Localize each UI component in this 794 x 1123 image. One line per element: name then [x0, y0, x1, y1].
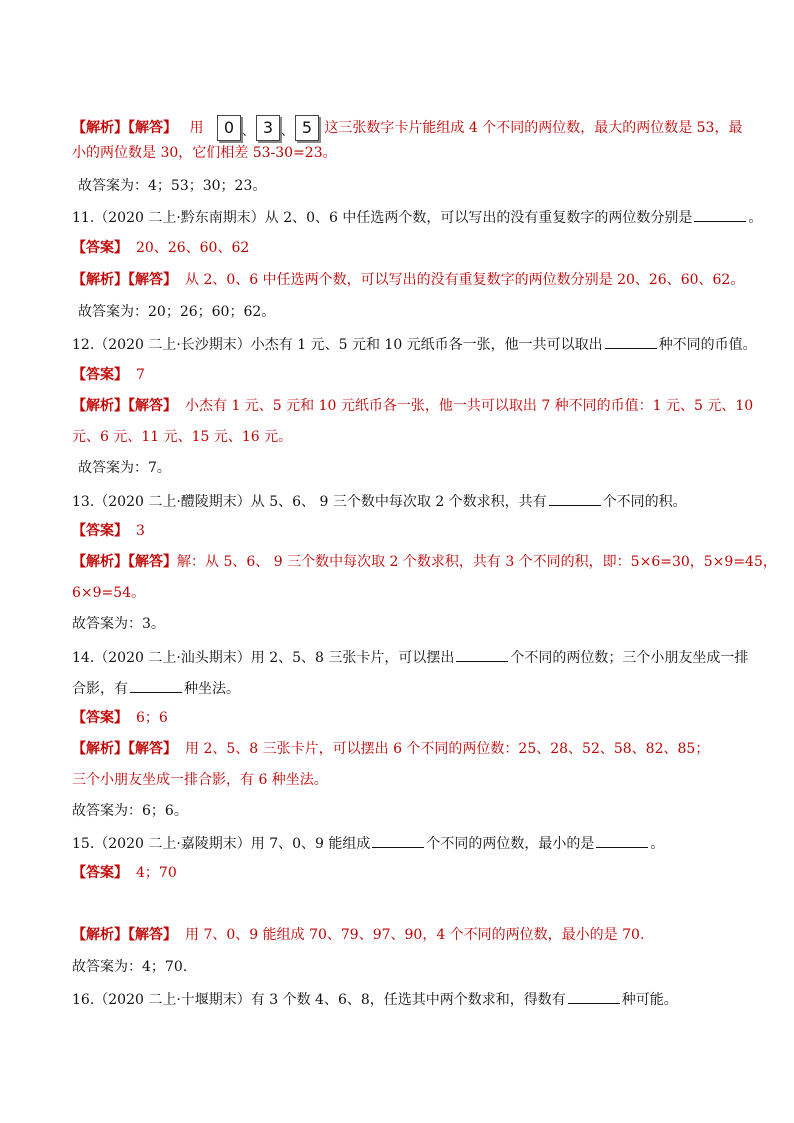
final-answer-line: 故答案为：3。 [72, 616, 165, 632]
analysis-text-line: 6×9=54。 [72, 585, 146, 601]
answer-line-12 [72, 366, 145, 384]
final-answer-line: 故答案为：20；26；60；62。 [78, 304, 276, 320]
card-separator: 、 [280, 124, 294, 139]
number-cards [216, 118, 324, 139]
answer-value: 7 [136, 367, 145, 383]
answer-tag: 【答案】 [72, 367, 128, 383]
answer-blank [694, 207, 746, 222]
question-14-cont [72, 678, 240, 698]
analysis-line-11 [72, 271, 744, 289]
analysis-text-line: 元、6 元、11 元、15 元、16 元。 [72, 429, 293, 445]
question-13 [72, 491, 687, 511]
analysis-tag: 【解析】【解答】 [72, 272, 177, 288]
question-12 [72, 334, 757, 354]
answer-blank [568, 989, 620, 1004]
answer-line-15 [72, 864, 177, 882]
question-14 [72, 647, 748, 667]
answer-blank [456, 647, 508, 662]
question-text: 种可能。 [621, 992, 678, 1008]
question-text: 个不同的两位数，最小的是 [426, 836, 595, 852]
answer-blank [549, 491, 601, 506]
final-answer-line: 故答案为：7。 [78, 460, 171, 476]
analysis-text: 这三张数字卡片能组成 4 个不同的两位数，最大的两位数是 53，最 [324, 120, 743, 136]
analysis-text-line: 三个小朋友坐成一排合影，有 6 种坐法。 [72, 772, 328, 788]
analysis-tag: 【解析】【解答】 [72, 554, 177, 570]
number-card-3: 3 [256, 115, 280, 141]
analysis-tag: 【解析】【解答】 [72, 398, 177, 414]
analysis-tag: 【解析】【解答】 [72, 927, 177, 943]
analysis-line-12 [72, 397, 753, 415]
answer-value: 3 [136, 523, 145, 539]
answer-line-11 [72, 239, 249, 257]
answer-blank [596, 833, 648, 848]
question-text: 16.（2020 二上·十堰期末）有 3 个数 4、6、8，任选其中两个数求和，得数有 [72, 992, 566, 1008]
analysis-line-14 [72, 740, 709, 758]
answer-blank [605, 334, 657, 349]
question-text: 种不同的币值。 [658, 337, 757, 353]
analysis-tag: 【解析】【解答】 [72, 120, 177, 136]
analysis-text: 用 2、5、8 三张卡片，可以摆出 6 个不同的两位数：25、28、52、58、82、85； [185, 741, 710, 757]
answer-tag: 【答案】 [72, 710, 128, 726]
analysis-text: 解：从 5、6、 9 三个数中每次取 2 个数求积，共有 3 个不同的积，即：5×6=30，5×9=45， [177, 554, 777, 570]
analysis-line-10 [72, 115, 742, 141]
question-text: 11.（2020 二上·黔东南期末）从 2、0、6 中任选两个数，可以写出的没有重复数字的两位数分别是 [72, 210, 693, 226]
question-text: 12.（2020 二上·长沙期末）小杰有 1 元、5 元和 10 元纸币各一张，他一共可以取出 [72, 337, 603, 353]
final-answer-line: 故答案为：4；70. [72, 959, 188, 975]
answer-line-14 [72, 709, 168, 727]
answer-tag: 【答案】 [72, 523, 128, 539]
question-text: 15.（2020 二上·嘉陵期末）用 7、0、9 能组成 [72, 836, 371, 852]
question-15 [72, 833, 664, 853]
analysis-text: 用 7、0、9 能组成 70、79、97、90，4 个不同的两位数，最小的是 70. [185, 927, 645, 943]
question-16 [72, 989, 678, 1009]
answer-value: 20、26、60、62 [136, 240, 250, 256]
question-11 [72, 207, 762, 227]
analysis-text: 用 [189, 120, 204, 136]
answer-value: 4；70 [136, 865, 177, 881]
answer-blank [372, 833, 424, 848]
analysis-text: 从 2、0、6 中任选两个数，可以写出的没有重复数字的两位数分别是 20、26、60、62。 [185, 272, 745, 288]
analysis-line-13 [72, 553, 777, 571]
answer-tag: 【答案】 [72, 865, 128, 881]
question-text: 个不同的积。 [602, 494, 687, 510]
analysis-text-line: 小的两位数是 30，它们相差 53-30=23。 [72, 145, 337, 161]
answer-tag: 【答案】 [72, 240, 128, 256]
number-card-5: 5 [295, 115, 319, 141]
question-text: 14.（2020 二上·汕头期末）用 2、5、8 三张卡片，可以摆出 [72, 650, 455, 666]
analysis-line-15 [72, 926, 644, 944]
answer-blank [130, 678, 182, 693]
answer-value: 6；6 [136, 710, 168, 726]
answer-line-13 [72, 522, 145, 540]
analysis-tag: 【解析】【解答】 [72, 741, 177, 757]
analysis-text: 小杰有 1 元、5 元和 10 元纸币各一张，他一共可以取出 7 种不同的币值：1 元、5 元、10 [185, 398, 754, 414]
question-text: 合影，有 [72, 681, 128, 697]
question-text: 个不同的两位数；三个小朋友坐成一排 [510, 650, 749, 666]
question-text: 13.（2020 二上·醴陵期末）从 5、6、 9 三个数中每次取 2 个数求积，共有 [72, 494, 547, 510]
number-card-0: 0 [217, 115, 241, 141]
question-text: 种坐法。 [184, 681, 240, 697]
final-answer-line: 故答案为：6；6。 [72, 803, 188, 819]
final-answer-line: 故答案为：4；53；30；23。 [78, 178, 267, 194]
question-text: 。 [748, 210, 763, 226]
card-separator: 、 [241, 124, 255, 139]
question-text: 。 [650, 836, 665, 852]
